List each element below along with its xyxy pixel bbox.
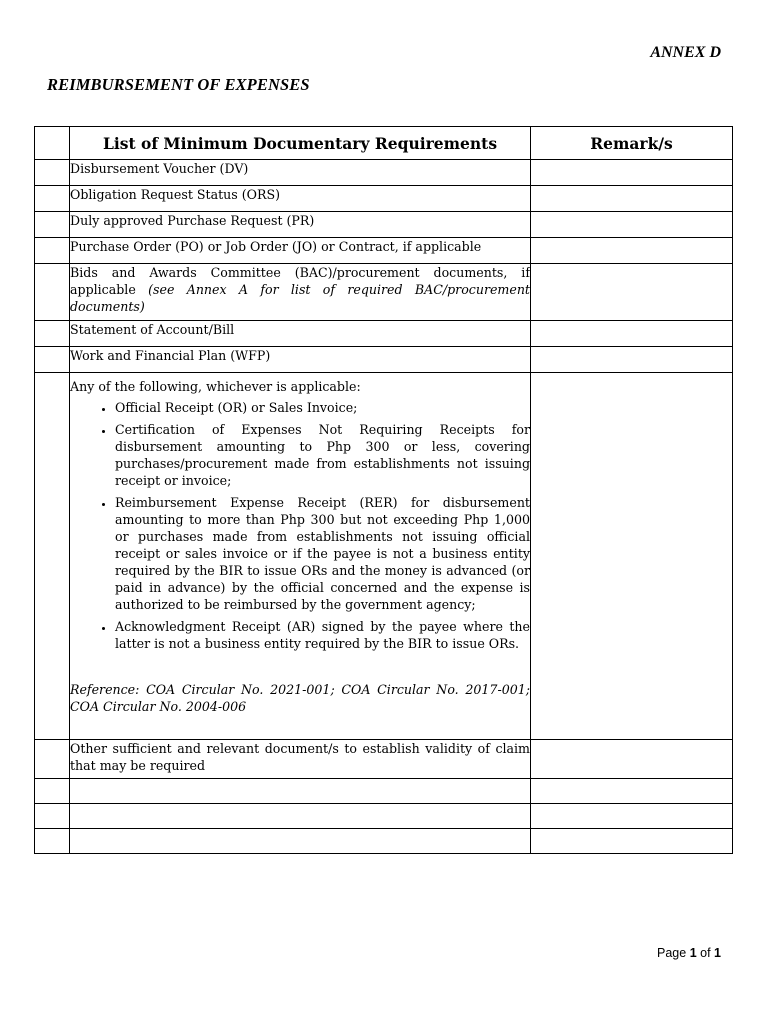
header-remarks: Remark/s	[531, 127, 733, 160]
requirement-cell	[70, 264, 531, 321]
requirement-cell: Disbursement Voucher (DV)	[70, 160, 531, 186]
number-cell	[35, 740, 70, 779]
requirement-cell: Obligation Request Status (ORS)	[70, 186, 531, 212]
table-row	[35, 373, 733, 740]
number-cell	[35, 238, 70, 264]
table-row	[35, 347, 733, 373]
number-cell	[35, 186, 70, 212]
page-total: 1	[714, 946, 721, 960]
remarks-cell	[531, 186, 733, 212]
table-row	[35, 740, 733, 779]
requirement-cell: Work and Financial Plan (WFP)	[70, 347, 531, 373]
table-row	[35, 804, 733, 829]
requirement-cell: Duly approved Purchase Request (PR)	[70, 212, 531, 238]
requirement-cell: Purchase Order (PO) or Job Order (JO) or Contract, if applicable	[70, 238, 531, 264]
number-cell	[35, 779, 70, 804]
table-row	[35, 212, 733, 238]
number-cell	[35, 804, 70, 829]
requirement-cell	[70, 804, 531, 829]
document-title: REIMBURSEMENT OF EXPENSES	[47, 75, 310, 94]
options-list	[70, 399, 530, 652]
list-item: • Official Receipt (OR) or Sales Invoice;	[115, 399, 530, 416]
remarks-cell	[531, 264, 733, 321]
number-cell	[35, 212, 70, 238]
list-item: • Certification of Expenses Not Requiring Receipts for disbursement amounting to Php 300 or less, covering purchases/procurement made from establishments not issuing receipt or invoice;	[115, 421, 530, 489]
page-of: of	[700, 946, 711, 960]
table-row	[35, 829, 733, 854]
requirement-cell: Statement of Account/Bill	[70, 321, 531, 347]
options-intro: Any of the following, whichever is applicable:	[70, 379, 361, 394]
remarks-cell	[531, 373, 733, 740]
number-cell	[35, 160, 70, 186]
table-row	[35, 186, 733, 212]
remarks-cell	[531, 238, 733, 264]
annex-label: ANNEX D	[650, 44, 721, 61]
table-row	[35, 321, 733, 347]
requirement-cell	[70, 829, 531, 854]
bac-text: Bids and Awards Committee (BAC)/procurement documents, if applicable	[70, 265, 530, 297]
remarks-cell	[531, 829, 733, 854]
requirement-cell	[70, 779, 531, 804]
table-row	[35, 238, 733, 264]
page-number	[657, 946, 721, 960]
remarks-cell	[531, 740, 733, 779]
number-cell	[35, 264, 70, 321]
remarks-cell	[531, 160, 733, 186]
list-item: • Reimbursement Expense Receipt (RER) for disbursement amounting to more than Php 300 but not exceeding Php 1,000 or purchases made from establishments not issuing official receipt or sales invoice or if the payee is not a business entity required by the BIR to issue ORs and the money is advanced (or paid in advance) by the official concerned and the expense is authorized to be reimbursed by the government agency;	[115, 494, 530, 613]
number-cell	[35, 321, 70, 347]
list-item: • Acknowledgment Receipt (AR) signed by the payee where the latter is not a business entity required by the BIR to issue ORs.	[115, 618, 530, 652]
remarks-cell	[531, 212, 733, 238]
reference-note: Reference: COA Circular No. 2021-001; COA Circular No. 2017-001; COA Circular No. 2004-006	[70, 682, 530, 714]
requirement-cell	[70, 373, 531, 740]
table-row	[35, 779, 733, 804]
table-row	[35, 264, 733, 321]
header-number-cell	[35, 127, 70, 160]
requirements-table	[34, 126, 733, 854]
table-row	[35, 160, 733, 186]
remarks-cell	[531, 321, 733, 347]
number-cell	[35, 347, 70, 373]
page-prefix: Page	[657, 946, 687, 960]
number-cell	[35, 373, 70, 740]
header-requirements: List of Minimum Documentary Requirements	[70, 127, 531, 160]
table-header-row	[35, 127, 733, 160]
remarks-cell	[531, 347, 733, 373]
remarks-cell	[531, 804, 733, 829]
remarks-cell	[531, 779, 733, 804]
number-cell	[35, 829, 70, 854]
page-current: 1	[689, 946, 697, 960]
requirement-cell: Other sufficient and relevant document/s to establish validity of claim that may be required	[70, 740, 531, 779]
bac-note: (see Annex A for list of required BAC/procurement documents)	[70, 282, 530, 314]
